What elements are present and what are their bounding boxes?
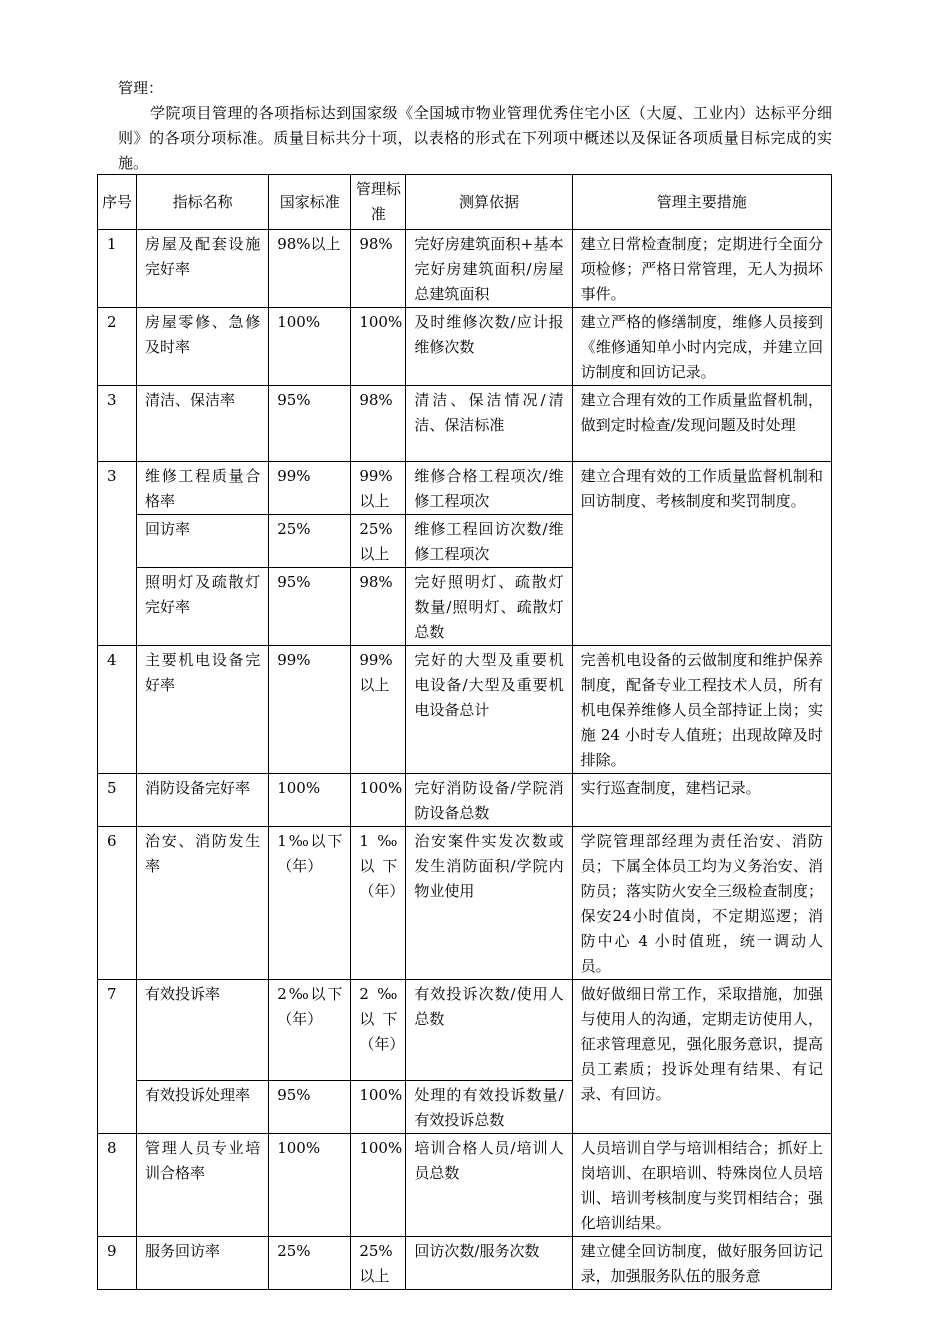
indicator-name: 消防设备完好率 bbox=[145, 779, 251, 797]
table-row bbox=[98, 1134, 832, 1237]
management-standard: 25%以上 bbox=[359, 520, 393, 563]
main-measures: 人员培训自学与培训相结合；抓好上岗培训、在职培训、特殊岗位人员培训、培训考核制度与奖罚相结合；强化培训结果。 bbox=[580, 1139, 823, 1232]
table-row bbox=[98, 462, 832, 515]
main-measures: 做好做细日常工作，采取措施，加强与使用人的沟通，定期走访使用人，征求管理意见，强化服务意识，提高员工素质；投诉处理有结果、有记录、有回访。 bbox=[580, 985, 823, 1103]
calculation-basis: 及时维修次数/应计报维修次数 bbox=[414, 313, 564, 356]
national-standard: 100% bbox=[277, 313, 321, 331]
management-standard: 98% bbox=[359, 391, 393, 409]
main-measures: 建立健全回访制度，做好服务回访记录，加强服务队伍的服务意 bbox=[580, 1242, 823, 1285]
section-heading: 管理： bbox=[118, 79, 164, 97]
national-standard: 25% bbox=[277, 520, 311, 538]
row-no: 4 bbox=[107, 651, 117, 669]
table-row bbox=[98, 386, 832, 462]
header-no: 序号 bbox=[98, 175, 137, 230]
row-no: 3 bbox=[107, 467, 117, 485]
row-no: 3 bbox=[107, 391, 117, 409]
table-row bbox=[98, 827, 832, 980]
management-standard: 99%以上 bbox=[359, 467, 393, 510]
table-row bbox=[98, 774, 832, 827]
management-standard: 98% bbox=[359, 235, 393, 253]
national-standard: 2‰以下（年） bbox=[277, 985, 343, 1028]
management-standard: 2‰以下（年） bbox=[359, 985, 405, 1053]
row-no: 1 bbox=[107, 235, 117, 253]
header-national: 国家标准 bbox=[269, 175, 351, 230]
calculation-basis: 治安案件实发次数或发生消防面积/学院内物业使用 bbox=[414, 832, 564, 900]
table-header-row bbox=[98, 175, 832, 230]
header-basis: 测算依据 bbox=[406, 175, 572, 230]
main-measures: 实行巡查制度，建档记录。 bbox=[580, 779, 761, 797]
calculation-basis: 完好房建筑面积+基本完好房建筑面积/房屋总建筑面积 bbox=[414, 235, 564, 303]
row-no: 2 bbox=[107, 313, 117, 331]
header-name: 指标名称 bbox=[137, 175, 269, 230]
indicator-name: 主要机电设备完好率 bbox=[145, 651, 261, 694]
indicator-name: 服务回访率 bbox=[145, 1242, 221, 1260]
calculation-basis: 完好的大型及重要机电设备/大型及重要机电设备总计 bbox=[414, 651, 564, 719]
indicator-name: 管理人员专业培训合格率 bbox=[145, 1139, 261, 1182]
main-measures: 建立日常检查制度；定期进行全面分项检修；严格日常管理，无人为损坏事件。 bbox=[580, 235, 823, 303]
calculation-basis: 完好照明灯、疏散灯数量/照明灯、疏散灯总数 bbox=[414, 573, 564, 641]
main-measures: 建立合理有效的工作质量监督机制和回访制度、考核制度和奖罚制度。 bbox=[580, 467, 823, 510]
main-measures: 完善机电设备的云做制度和维护保养制度，配备专业工程技术人员，所有机电保养维修人员全部持证上岗；实施 24 小时专人值班；出现故障及时排除。 bbox=[580, 651, 823, 769]
header-mgmt: 管理标准 bbox=[351, 175, 406, 230]
national-standard: 98%以上 bbox=[277, 235, 341, 253]
indicator-name: 房屋及配套设施完好率 bbox=[145, 235, 261, 278]
calculation-basis: 培训合格人员/培训人员总数 bbox=[414, 1139, 564, 1182]
national-standard: 25% bbox=[277, 1242, 311, 1260]
table-row bbox=[98, 980, 832, 1081]
calculation-basis: 维修合格工程项次/维修工程项次 bbox=[414, 467, 564, 510]
national-standard: 100% bbox=[277, 779, 321, 797]
calculation-basis: 有效投诉次数/使用人总数 bbox=[414, 985, 564, 1028]
calculation-basis: 清洁、保洁情况/清洁、保洁标准 bbox=[414, 391, 564, 434]
management-standard: 1‰以下（年） bbox=[359, 832, 405, 900]
national-standard: 95% bbox=[277, 573, 311, 591]
national-standard: 99% bbox=[277, 651, 311, 669]
indicator-name: 回访率 bbox=[145, 520, 191, 538]
row-no: 6 bbox=[107, 832, 117, 850]
table-row bbox=[98, 1237, 832, 1290]
indicator-name: 治安、消防发生率 bbox=[145, 832, 261, 875]
main-measures: 学院管理部经理为责任治安、消防员；下属全体员工均为义务治安、消防员；落实防火安全三级检查制度；保安24小时值岗，不定期巡逻；消防中心 4 小时值班，统一调动人员。 bbox=[580, 832, 823, 975]
national-standard: 100% bbox=[277, 1139, 321, 1157]
row-no: 8 bbox=[107, 1139, 117, 1157]
management-standard: 99%以上 bbox=[359, 651, 393, 694]
indicator-name: 有效投诉处理率 bbox=[145, 1086, 251, 1104]
management-standard: 100% bbox=[359, 1086, 403, 1104]
indicator-name: 维修工程质量合格率 bbox=[145, 467, 261, 510]
calculation-basis: 维修工程回访次数/维修工程项次 bbox=[414, 520, 564, 563]
indicator-name: 清洁、保洁率 bbox=[145, 391, 236, 409]
quality-target-table bbox=[97, 174, 832, 1290]
calculation-basis: 回访次数/服务次数 bbox=[414, 1242, 540, 1260]
row-no: 7 bbox=[107, 985, 117, 1003]
national-standard: 1‰以下（年） bbox=[277, 832, 343, 875]
calculation-basis: 完好消防设备/学院消防设备总数 bbox=[414, 779, 564, 822]
row-no: 9 bbox=[107, 1242, 117, 1260]
table-row bbox=[98, 308, 832, 386]
main-measures: 建立合理有效的工作质量监督机制，做到定时检查/发现问题及时处理 bbox=[580, 391, 823, 434]
table-row bbox=[98, 230, 832, 308]
row-no: 5 bbox=[107, 779, 117, 797]
calculation-basis: 处理的有效投诉数量/有效投诉总数 bbox=[414, 1086, 564, 1129]
management-standard: 100% bbox=[359, 1139, 403, 1157]
national-standard: 95% bbox=[277, 1086, 311, 1104]
management-standard: 25%以上 bbox=[359, 1242, 393, 1285]
indicator-name: 有效投诉率 bbox=[145, 985, 221, 1003]
table-row bbox=[98, 646, 832, 774]
management-standard: 98% bbox=[359, 573, 393, 591]
main-measures: 建立严格的修缮制度，维修人员接到《维修通知单小时内完成，并建立回访制度和回访记录。 bbox=[580, 313, 823, 381]
header-measure: 管理主要措施 bbox=[572, 175, 831, 230]
management-standard: 100% bbox=[359, 779, 403, 797]
intro-paragraph: 学院项目管理的各项指标达到国家级《全国城市物业管理优秀住宅小区（大厦、工业内）达标平分细则》的各项分项标准。质量目标共分十项，以表格的形式在下列项中概述以及保证各项质量目标完成的实施。 bbox=[118, 104, 832, 172]
national-standard: 95% bbox=[277, 391, 311, 409]
indicator-name: 房屋零修、急修及时率 bbox=[145, 313, 261, 356]
management-standard: 100% bbox=[359, 313, 403, 331]
indicator-name: 照明灯及疏散灯完好率 bbox=[145, 573, 261, 616]
national-standard: 99% bbox=[277, 467, 311, 485]
